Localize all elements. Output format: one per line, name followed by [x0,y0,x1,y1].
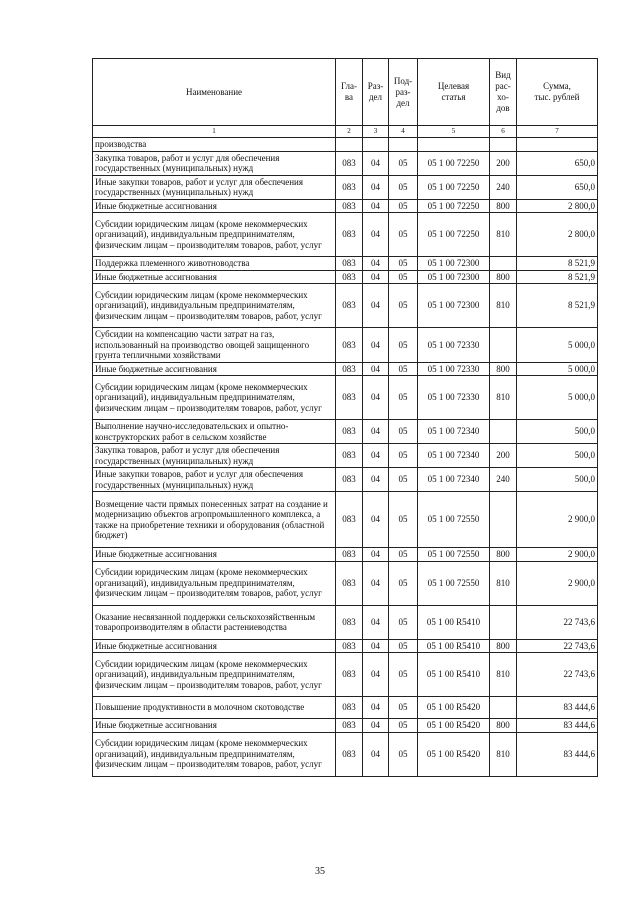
row-sum-cell: 83 444,6 [517,697,598,719]
row-name-cell: Выполнение научно-исследовательских и опытно-конструкторских работ в сельском хозяйстве [93,420,336,444]
row-subsection-cell: 05 [389,175,418,199]
table-row [93,561,598,605]
row-sum-cell: 2 900,0 [517,492,598,548]
row-subsection-cell: 05 [389,653,418,697]
row-target-article-cell: 05 1 00 72340 [418,444,490,468]
row-sum-cell: 83 444,6 [517,732,598,776]
row-section-cell: 04 [363,284,389,328]
row-expense-type-cell [490,420,517,444]
row-sum-cell: 500,0 [517,444,598,468]
row-subsection-cell: 05 [389,362,418,376]
row-target-article-cell: 05 1 00 72330 [418,376,490,420]
row-target-article-cell: 05 1 00 72340 [418,420,490,444]
row-expense-type-cell: 800 [490,548,517,562]
table-row [93,697,598,719]
row-target-article-cell: 05 1 00 72340 [418,468,490,492]
row-chapter-cell: 083 [336,492,363,548]
column-number: 3 [363,126,389,138]
row-expense-type-cell: 200 [490,151,517,175]
row-section-cell: 04 [363,151,389,175]
row-name-cell: Возмещение части прямых понесенных затрат на создание и модернизацию объектов агропромышленного комплекса, а также на приобретение техники и оборудования (областной бюджет) [93,492,336,548]
row-subsection-cell [389,138,418,152]
table-row [93,376,598,420]
row-sum-cell: 22 743,6 [517,605,598,639]
row-sum-cell: 5 000,0 [517,376,598,420]
row-subsection-cell: 05 [389,257,418,271]
table-row [93,138,598,152]
row-expense-type-cell: 810 [490,561,517,605]
row-sum-cell: 2 800,0 [517,199,598,213]
row-subsection-cell: 05 [389,199,418,213]
column-header-expense-type: Вид рас- хо- дов [490,59,517,126]
row-target-article-cell: 05 1 00 R5410 [418,605,490,639]
row-target-article-cell: 05 1 00 72250 [418,151,490,175]
row-name-cell: Субсидии на компенсацию части затрат на газ, использованный на производство овощей защищенного грунта тепличными хозяйствами [93,328,336,363]
row-chapter-cell: 083 [336,199,363,213]
row-name-cell: Субсидии юридическим лицам (кроме некоммерческих организаций), индивидуальным предпринимателям, физическим лицам – производителям товаров, работ, услуг [93,653,336,697]
row-target-article-cell: 05 1 00 72300 [418,284,490,328]
row-chapter-cell: 083 [336,653,363,697]
row-sum-cell: 8 521,9 [517,270,598,284]
row-section-cell: 04 [363,492,389,548]
row-chapter-cell: 083 [336,362,363,376]
row-section-cell: 04 [363,362,389,376]
row-expense-type-cell: 810 [490,653,517,697]
table-row [93,213,598,257]
row-name-cell: Иные бюджетные ассигнования [93,719,336,733]
row-section-cell: 04 [363,605,389,639]
row-subsection-cell: 05 [389,732,418,776]
row-subsection-cell: 05 [389,284,418,328]
row-target-article-cell: 05 1 00 72330 [418,328,490,363]
row-name-cell: Повышение продуктивности в молочном скотоводстве [93,697,336,719]
row-expense-type-cell: 800 [490,270,517,284]
table-row [93,444,598,468]
row-chapter-cell: 083 [336,732,363,776]
row-section-cell: 04 [363,719,389,733]
row-sum-cell: 83 444,6 [517,719,598,733]
column-number: 5 [418,126,490,138]
row-sum-cell: 2 800,0 [517,213,598,257]
row-sum-cell: 2 900,0 [517,548,598,562]
row-chapter-cell: 083 [336,284,363,328]
row-chapter-cell: 083 [336,257,363,271]
row-sum-cell: 650,0 [517,151,598,175]
row-name-cell: Иные бюджетные ассигнования [93,199,336,213]
row-subsection-cell: 05 [389,444,418,468]
table-row [93,151,598,175]
row-name-cell: Иные бюджетные ассигнования [93,639,336,653]
row-target-article-cell: 05 1 00 72550 [418,492,490,548]
row-section-cell: 04 [363,468,389,492]
row-target-article-cell: 05 1 00 72250 [418,199,490,213]
table-row [93,605,598,639]
table-row [93,653,598,697]
row-subsection-cell: 05 [389,420,418,444]
row-section-cell: 04 [363,639,389,653]
row-section-cell: 04 [363,561,389,605]
row-sum-cell [517,138,598,152]
column-header-sum: Сумма, тыс. рублей [517,59,598,126]
row-expense-type-cell: 810 [490,213,517,257]
table-row [93,328,598,363]
row-sum-cell: 2 900,0 [517,561,598,605]
row-name-cell: Иные закупки товаров, работ и услуг для обеспечения государственных (муниципальных) нужд [93,175,336,199]
row-section-cell: 04 [363,444,389,468]
row-name-cell: Субсидии юридическим лицам (кроме некоммерческих организаций), индивидуальным предпринимателям, физическим лицам – производителям товаров, работ, услуг [93,732,336,776]
table-row [93,257,598,271]
row-expense-type-cell [490,138,517,152]
row-section-cell: 04 [363,420,389,444]
table-row [93,284,598,328]
column-number: 4 [389,126,418,138]
row-target-article-cell: 05 1 00 R5410 [418,639,490,653]
table-row [93,270,598,284]
column-number-row [93,126,598,138]
row-chapter-cell: 083 [336,151,363,175]
row-chapter-cell: 083 [336,270,363,284]
row-chapter-cell: 083 [336,605,363,639]
column-header-name: Наименование [93,59,336,126]
table-row [93,492,598,548]
budget-table [92,58,598,777]
row-name-cell: Субсидии юридическим лицам (кроме некоммерческих организаций), индивидуальным предпринимателям, физическим лицам – производителям товаров, работ, услуг [93,284,336,328]
row-name-cell: Иные бюджетные ассигнования [93,362,336,376]
row-section-cell [363,138,389,152]
table-row [93,175,598,199]
row-sum-cell: 500,0 [517,420,598,444]
row-chapter-cell: 083 [336,213,363,257]
row-target-article-cell: 05 1 00 R5420 [418,719,490,733]
row-name-cell: Иные бюджетные ассигнования [93,548,336,562]
row-name-cell: Закупка товаров, работ и услуг для обеспечения государственных (муниципальных) нужд [93,151,336,175]
row-chapter-cell: 083 [336,420,363,444]
row-expense-type-cell: 800 [490,362,517,376]
table-row [93,719,598,733]
row-section-cell: 04 [363,270,389,284]
table-row [93,199,598,213]
row-sum-cell: 22 743,6 [517,653,598,697]
row-name-cell: Оказание несвязанной поддержки сельскохозяйственным товаропроизводителям в области растениеводства [93,605,336,639]
row-expense-type-cell: 810 [490,284,517,328]
row-sum-cell: 650,0 [517,175,598,199]
row-target-article-cell: 05 1 00 R5410 [418,653,490,697]
row-subsection-cell: 05 [389,376,418,420]
column-header-section: Раз- дел [363,59,389,126]
row-subsection-cell: 05 [389,719,418,733]
row-chapter-cell: 083 [336,639,363,653]
row-section-cell: 04 [363,548,389,562]
row-name-cell: Иные закупки товаров, работ и услуг для обеспечения государственных (муниципальных) нужд [93,468,336,492]
table-row [93,639,598,653]
column-header-subsection: Под- раз- дел [389,59,418,126]
row-expense-type-cell: 200 [490,444,517,468]
row-expense-type-cell: 800 [490,719,517,733]
column-number: 7 [517,126,598,138]
row-section-cell: 04 [363,213,389,257]
row-section-cell: 04 [363,653,389,697]
table-row [93,420,598,444]
row-name-cell: Поддержка племенного животноводства [93,257,336,271]
row-name-cell: Закупка товаров, работ и услуг для обеспечения государственных (муниципальных) нужд [93,444,336,468]
row-section-cell: 04 [363,199,389,213]
row-expense-type-cell: 800 [490,639,517,653]
column-header-target-article: Целевая статья [418,59,490,126]
row-expense-type-cell: 800 [490,199,517,213]
row-name-cell: Субсидии юридическим лицам (кроме некоммерческих организаций), индивидуальным предпринимателям, физическим лицам – производителям товаров, работ, услуг [93,561,336,605]
row-subsection-cell: 05 [389,468,418,492]
row-target-article-cell: 05 1 00 72550 [418,548,490,562]
row-chapter-cell: 083 [336,328,363,363]
row-subsection-cell: 05 [389,561,418,605]
row-subsection-cell: 05 [389,213,418,257]
row-chapter-cell: 083 [336,697,363,719]
row-sum-cell: 500,0 [517,468,598,492]
table-row [93,548,598,562]
row-subsection-cell: 05 [389,548,418,562]
row-chapter-cell: 083 [336,561,363,605]
table-row [93,362,598,376]
row-sum-cell: 8 521,9 [517,257,598,271]
row-subsection-cell: 05 [389,492,418,548]
budget-table-body [93,138,598,777]
row-sum-cell: 8 521,9 [517,284,598,328]
row-expense-type-cell [490,328,517,363]
row-chapter-cell: 083 [336,376,363,420]
row-section-cell: 04 [363,257,389,271]
row-target-article-cell: 05 1 00 72250 [418,213,490,257]
row-chapter-cell: 083 [336,175,363,199]
row-name-cell: производства [93,138,336,152]
row-subsection-cell: 05 [389,639,418,653]
table-row [93,732,598,776]
row-target-article-cell: 05 1 00 72330 [418,362,490,376]
row-target-article-cell: 05 1 00 R5420 [418,697,490,719]
header-row [93,59,598,126]
row-target-article-cell: 05 1 00 72300 [418,257,490,271]
row-section-cell: 04 [363,376,389,420]
row-chapter-cell: 083 [336,444,363,468]
row-target-article-cell: 05 1 00 R5420 [418,732,490,776]
row-section-cell: 04 [363,732,389,776]
row-chapter-cell: 083 [336,468,363,492]
row-section-cell: 04 [363,175,389,199]
row-target-article-cell: 05 1 00 72300 [418,270,490,284]
row-subsection-cell: 05 [389,328,418,363]
row-expense-type-cell: 240 [490,175,517,199]
row-chapter-cell [336,138,363,152]
row-target-article-cell: 05 1 00 72550 [418,561,490,605]
column-number: 2 [336,126,363,138]
row-expense-type-cell [490,697,517,719]
row-expense-type-cell [490,492,517,548]
column-header-chapter: Гла- ва [336,59,363,126]
budget-table-container [92,58,597,777]
row-subsection-cell: 05 [389,605,418,639]
row-expense-type-cell: 240 [490,468,517,492]
row-chapter-cell: 083 [336,548,363,562]
row-subsection-cell: 05 [389,151,418,175]
page-number: 35 [315,866,325,877]
row-expense-type-cell: 810 [490,376,517,420]
row-expense-type-cell [490,257,517,271]
row-section-cell: 04 [363,697,389,719]
column-number: 6 [490,126,517,138]
row-expense-type-cell [490,605,517,639]
row-name-cell: Субсидии юридическим лицам (кроме некоммерческих организаций), индивидуальным предпринимателям, физическим лицам – производителям товаров, работ, услуг [93,376,336,420]
row-chapter-cell: 083 [336,719,363,733]
row-target-article-cell [418,138,490,152]
row-name-cell: Субсидии юридическим лицам (кроме некоммерческих организаций), индивидуальным предпринимателям, физическим лицам – производителям товаров, работ, услуг [93,213,336,257]
table-row [93,468,598,492]
row-sum-cell: 5 000,0 [517,328,598,363]
row-subsection-cell: 05 [389,270,418,284]
row-sum-cell: 5 000,0 [517,362,598,376]
column-number: 1 [93,126,336,138]
row-sum-cell: 22 743,6 [517,639,598,653]
row-name-cell: Иные бюджетные ассигнования [93,270,336,284]
row-section-cell: 04 [363,328,389,363]
row-target-article-cell: 05 1 00 72250 [418,175,490,199]
row-expense-type-cell: 810 [490,732,517,776]
row-subsection-cell: 05 [389,697,418,719]
